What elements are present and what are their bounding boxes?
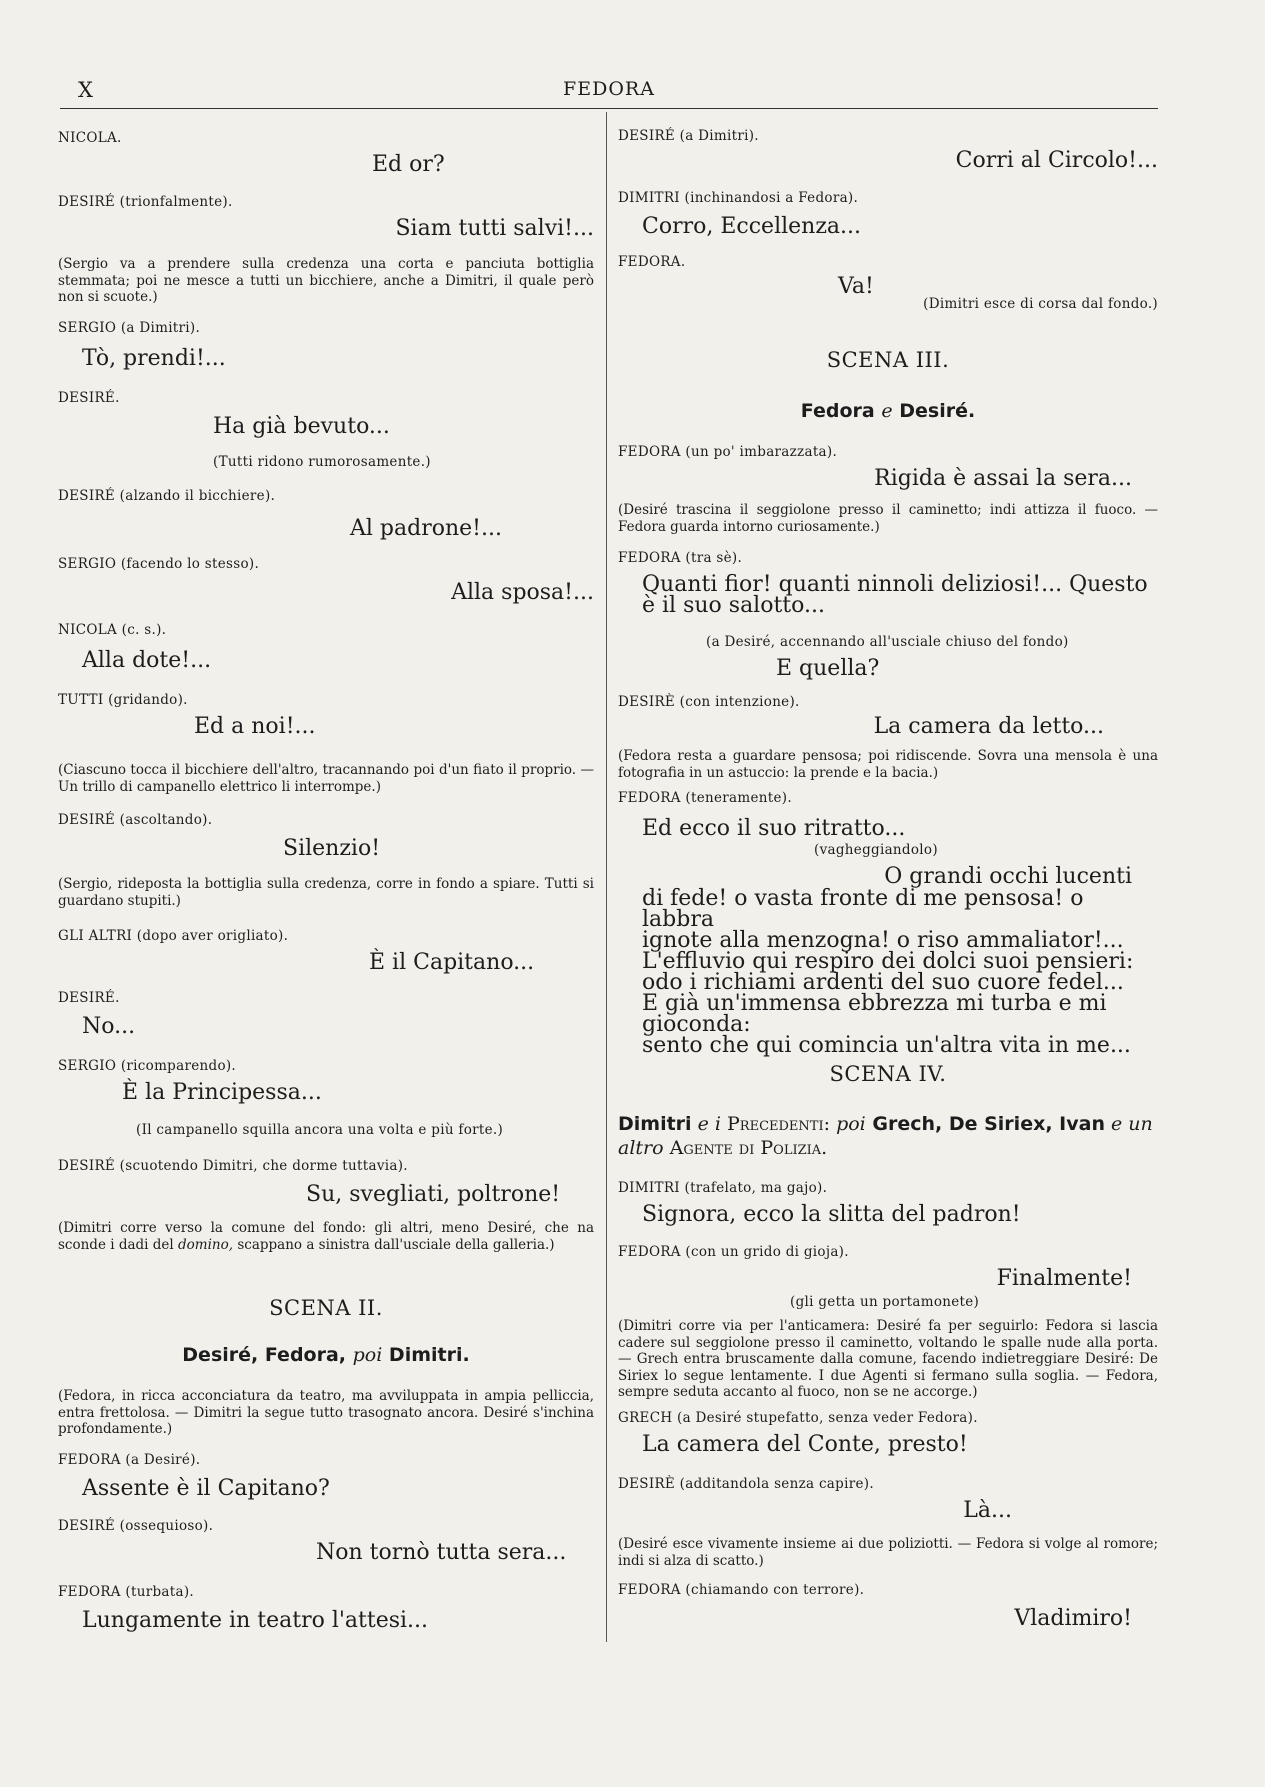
speaker-label: DESIRÉ. bbox=[58, 390, 120, 406]
stage-direction: (Dimitri corre verso la comune del fondo: gli altri, meno Desiré, che na sconde i dadi del domino, scappano a sinistra dall'usciale della galleria.) bbox=[58, 1220, 594, 1253]
sung-line: Su, svegliati, poltrone! bbox=[306, 1182, 561, 1207]
speaker-label: NICOLA (c. s.). bbox=[58, 622, 167, 638]
sung-line: Rigida è assai la sera... bbox=[874, 466, 1132, 491]
sung-line: No... bbox=[82, 1014, 136, 1039]
sung-line: È la Principessa... bbox=[122, 1080, 322, 1105]
page-header bbox=[60, 72, 1158, 109]
speaker-label: FEDORA (chiamando con terrore). bbox=[618, 1582, 865, 1598]
sung-line: Ha già bevuto... bbox=[213, 414, 390, 439]
sung-line: Quanti fior! quanti ninnoli deliziosi!... Questo è il suo salotto... bbox=[642, 572, 1148, 618]
speaker-label: FEDORA (tra sè). bbox=[618, 550, 743, 566]
speaker-label: DESIRÉ (ascoltando). bbox=[58, 812, 213, 828]
speaker-label: SERGIO (facendo lo stesso). bbox=[58, 556, 260, 572]
sung-line: Assente è il Capitano? bbox=[82, 1476, 330, 1501]
stage-direction: (Tutti ridono rumorosamente.) bbox=[213, 454, 431, 470]
speaker-label: FEDORA. bbox=[618, 254, 686, 270]
speaker-label: DESIRÈ (con intenzione). bbox=[618, 694, 800, 710]
speaker-label: DESIRÉ (ossequioso). bbox=[58, 1518, 214, 1534]
sung-line: Siam tutti salvi!... bbox=[395, 216, 594, 241]
sung-line: Là... bbox=[963, 1498, 1012, 1523]
stage-direction: (gli getta un portamonete) bbox=[790, 1294, 980, 1310]
sung-line: La camera da letto... bbox=[873, 714, 1104, 739]
sung-line: Va! bbox=[838, 274, 874, 299]
speaker-label: DIMITRI (trafelato, ma gajo). bbox=[618, 1180, 828, 1196]
scene-title: SCENA III. bbox=[826, 348, 950, 372]
speaker-label: FEDORA (con un grido di gioja). bbox=[618, 1244, 849, 1260]
stage-direction: (Desiré trascina il seggiolone presso il caminetto; indi attizza il fuoco. — Fedora guarda intorno curiosamente.) bbox=[618, 502, 1158, 535]
sung-line: Silenzio! bbox=[283, 836, 381, 861]
speaker-label: DESIRÉ (scuotendo Dimitri, che dorme tuttavia). bbox=[58, 1158, 408, 1174]
sung-line: È il Capitano... bbox=[369, 950, 535, 975]
sung-line: Al padrone!... bbox=[350, 516, 502, 541]
sung-line: Ed a noi!... bbox=[194, 714, 316, 739]
sung-line: Lungamente in teatro l'attesi... bbox=[82, 1608, 429, 1633]
speaker-label: FEDORA (teneramente). bbox=[618, 790, 792, 806]
speaker-label: DIMITRI (inchinandosi a Fedora). bbox=[618, 190, 859, 206]
scene-title: SCENA IV. bbox=[829, 1062, 947, 1086]
stage-direction: (Desiré esce vivamente insieme ai due poliziotti. — Fedora si volge al romore; indi si alza di scatto.) bbox=[618, 1536, 1158, 1569]
sung-line: Ed ecco il suo ritratto... bbox=[642, 816, 906, 841]
speaker-label: SERGIO (ricomparendo). bbox=[58, 1058, 237, 1074]
running-title: FEDORA bbox=[563, 78, 655, 100]
verse-stanza: di fede! o vasta fronte di me pensosa! o labbra ignote alla menzogna! o riso ammaliator!... L'effluvio qui respiro dei dolci suoi pensieri: odo i richiami ardenti del suo cuore fedel... E già un'immensa ebbrezza mi turba e mi gioconda: sento che qui comincia un'altra vita in me... bbox=[642, 886, 1134, 1058]
sung-line: Ed or? bbox=[372, 152, 445, 177]
sung-line: O grandi occhi lucenti bbox=[884, 864, 1132, 889]
sung-line: Alla sposa!... bbox=[451, 580, 594, 605]
speaker-label: TUTTI (gridando). bbox=[58, 692, 188, 708]
stage-direction: (Dimitri corre via per l'anticamera: Desiré fa per seguirlo: Fedora si lascia cadere sul seggiolone presso il caminetto, voltando le spalle nude alla porta. — Grech entra bruscamente dalla comune, facendo indietreggiare Desiré: De Siriex lo segue lentamente. I due Agenti si fermano sulla soglia. — Fedora, sempre seduta accanto al fuoco, non se ne accorge.) bbox=[618, 1318, 1158, 1400]
sung-line: Signora, ecco la slitta del padron! bbox=[642, 1202, 1021, 1227]
stage-direction: (Fedora resta a guardare pensosa; poi ridiscende. Sovra una mensola è una fotografia in un astuccio: la prende e la bacia.) bbox=[618, 748, 1158, 781]
speaker-label: DESIRÉ (alzando il bicchiere). bbox=[58, 488, 276, 504]
stage-direction: (vagheggiandolo) bbox=[814, 842, 938, 858]
sung-line: E quella? bbox=[776, 656, 880, 681]
sung-line: Vladimiro! bbox=[1014, 1606, 1132, 1631]
page-number: X bbox=[78, 78, 93, 102]
scene-cast: Desiré, Fedora, poi Dimitri. bbox=[182, 1344, 470, 1366]
column-divider bbox=[606, 112, 607, 1642]
speaker-label: DESIRÈ (additandola senza capire). bbox=[618, 1476, 874, 1492]
stage-direction: (Fedora, in ricca acconciatura da teatro, ma avviluppata in ampia pelliccia, entra frettolosa. — Dimitri la segue tutto trasognato ancora. Desiré s'inchina profondamente.) bbox=[58, 1388, 594, 1437]
stage-direction: (Il campanello squilla ancora una volta e più forte.) bbox=[136, 1122, 504, 1138]
speaker-label: GLI ALTRI (dopo aver origliato). bbox=[58, 928, 289, 944]
scene-title: SCENA II. bbox=[269, 1296, 383, 1320]
speaker-label: FEDORA (un po' imbarazzata). bbox=[618, 444, 838, 460]
stage-direction: (Ciascuno tocca il bicchiere dell'altro, tracannando poi d'un fiato il proprio. — Un trillo di campanello elettrico li interrompe.) bbox=[58, 762, 594, 795]
stage-direction: (Dimitri esce di corsa dal fondo.) bbox=[923, 296, 1158, 312]
stage-direction: (Sergio, rideposta la bottiglia sulla credenza, corre in fondo a spiare. Tutti si guardano stupiti.) bbox=[58, 876, 594, 909]
speaker-label: GRECH (a Desiré stupefatto, senza veder Fedora). bbox=[618, 1410, 978, 1426]
speaker-label: DESIRÉ (trionfalmente). bbox=[58, 194, 233, 210]
sung-line: Alla dote!... bbox=[82, 648, 212, 673]
sung-line: Corro, Eccellenza... bbox=[642, 214, 862, 239]
speaker-label: DESIRÉ (a Dimitri). bbox=[618, 128, 759, 144]
speaker-label: SERGIO (a Dimitri). bbox=[58, 320, 201, 336]
speaker-label: FEDORA (turbata). bbox=[58, 1584, 194, 1600]
speaker-label: DESIRÉ. bbox=[58, 990, 120, 1006]
sung-line: La camera del Conte, presto! bbox=[642, 1432, 968, 1457]
speaker-label: FEDORA (a Desiré). bbox=[58, 1452, 201, 1468]
sung-line: Corri al Circolo!... bbox=[955, 148, 1158, 173]
sung-line: Finalmente! bbox=[996, 1266, 1132, 1291]
scene-cast: Dimitri e i Precedenti: poi Grech, De Siriex, Ivan e un altro Agente di Polizia. bbox=[618, 1113, 1153, 1159]
scene-cast: Fedora e Desiré. bbox=[800, 400, 976, 422]
sung-line: Tò, prendi!... bbox=[82, 346, 226, 371]
stage-direction: (a Desiré, accennando all'usciale chiuso del fondo) bbox=[706, 634, 1069, 650]
speaker-label: NICOLA. bbox=[58, 130, 122, 146]
stage-direction: (Sergio va a prendere sulla credenza una corta e panciuta bottiglia stemmata; poi ne mesce a tutti un bicchiere, anche a Dimitri, il quale però non si scuote.) bbox=[58, 256, 594, 305]
sung-line: Non tornò tutta sera... bbox=[316, 1540, 567, 1565]
